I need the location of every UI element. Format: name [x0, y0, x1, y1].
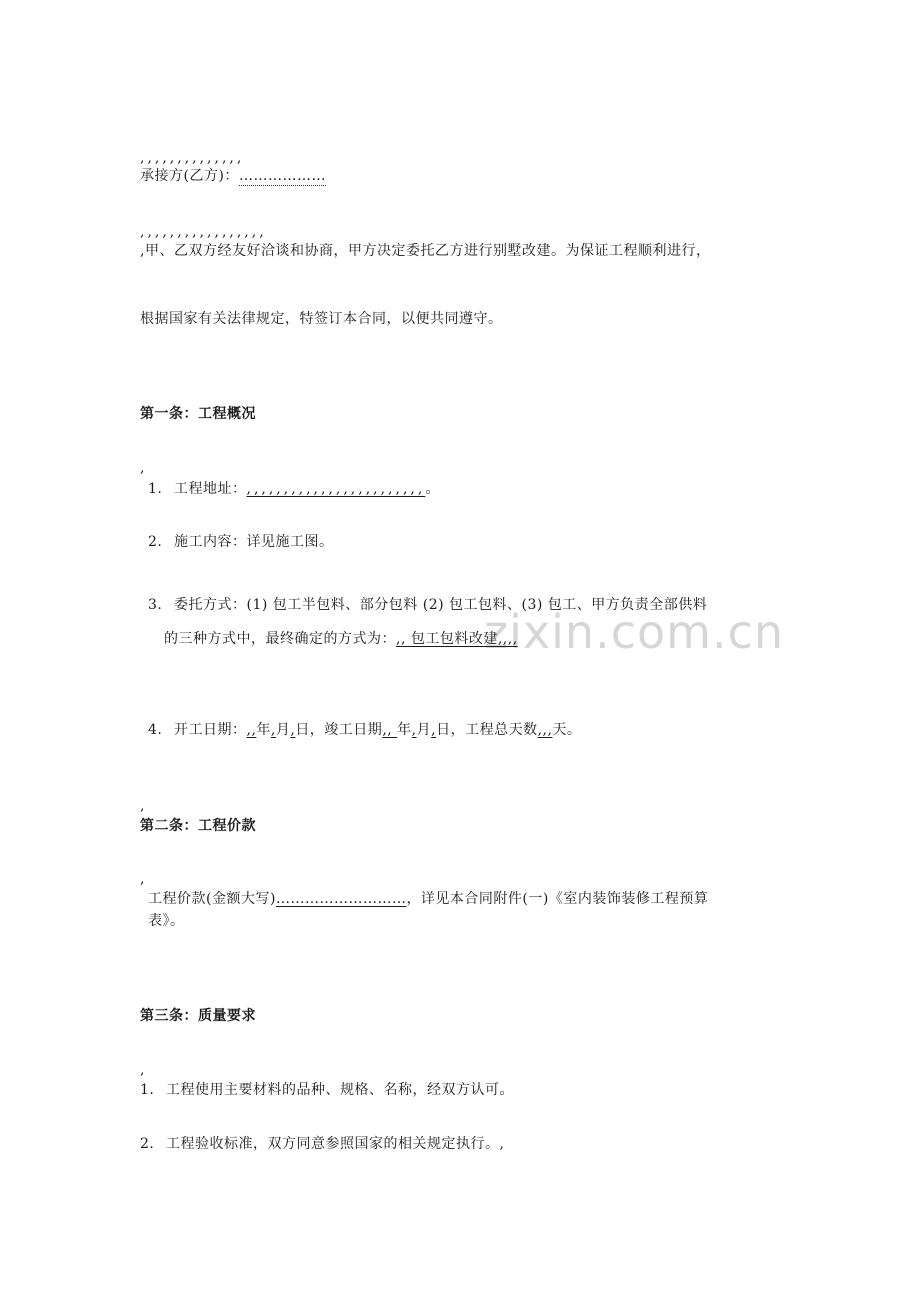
item-number: 1.: [148, 481, 163, 497]
end-year-blank[interactable]: ,,: [382, 722, 398, 738]
article-1-title: 第一条：工程概况: [140, 406, 256, 422]
article-2-price-line-1: [148, 889, 708, 909]
end-month-blank[interactable]: ,: [411, 722, 417, 738]
article-2-price-line-2: 表》。: [148, 913, 185, 929]
start-year-label: 年: [256, 722, 271, 738]
item-number: 1.: [140, 1082, 155, 1098]
price-blank[interactable]: ………………………: [275, 891, 407, 907]
article-2-title: 第二条：工程价款: [140, 818, 256, 834]
article-1-item-4: [148, 720, 581, 740]
total-days-label: 天。: [552, 722, 582, 738]
item-number: 2.: [140, 1136, 155, 1152]
start-month-label: 月: [275, 722, 291, 738]
address-label: 工程地址：: [174, 481, 247, 497]
start-day-blank[interactable]: ,: [290, 722, 296, 738]
acceptance-text: 工程验收标准，双方同意参照国家的相关规定执行。,: [166, 1136, 505, 1152]
delegation-mode-blank[interactable]: ,, 包工包料改建,,,,: [396, 631, 518, 647]
end-day-label: 日，工程总天数: [436, 722, 538, 738]
article-1-item-3-line-2: [164, 629, 518, 649]
comma-mark: ,: [140, 798, 145, 814]
commas-row: ,,,,,,,,,,,,,,,,,: [140, 224, 267, 240]
total-days-blank[interactable]: ,,,: [537, 722, 553, 738]
comma-mark: ,: [140, 1062, 145, 1078]
delegation-mode-prefix: 的三种方式中，最终确定的方式为：: [164, 631, 396, 647]
article-3-item-1: [140, 1080, 514, 1100]
article-3-title: 第三条：质量要求: [140, 1008, 256, 1024]
end-day-blank[interactable]: ,: [431, 722, 437, 738]
article-1-item-3: [148, 595, 707, 615]
start-month-blank[interactable]: ,: [270, 722, 276, 738]
start-date-label: 开工日期：: [174, 722, 247, 738]
party-b-line: [140, 166, 326, 186]
end-month-label: 月: [416, 722, 432, 738]
party-b-blank[interactable]: ………………: [238, 168, 326, 184]
party-b-label: 承接方(乙方)：: [140, 168, 239, 184]
materials-text: 工程使用主要材料的品种、规格、名称，经双方认可。: [166, 1082, 514, 1098]
watermark: zixin.com.cn: [484, 605, 785, 659]
article-3-item-2: [140, 1134, 504, 1154]
commas-row: ,,,,,,,,,,,,,,: [140, 150, 245, 166]
address-end: 。: [425, 481, 440, 497]
article-1-item-1: [148, 479, 440, 499]
item-number: 3.: [148, 597, 163, 613]
item-number: 2.: [148, 534, 163, 550]
price-label: 工程价款(金额大写): [148, 891, 276, 907]
start-day-label: 日，竣工日期: [295, 722, 383, 738]
construction-content: 施工内容：详见施工图。: [174, 534, 334, 550]
intro-line-2: 根据国家有关法律规定，特签订本合同，以便共同遵守。: [140, 311, 503, 327]
item-number: 4.: [148, 722, 163, 738]
delegation-mode-line-1: 委托方式：(1) 包工半包料、部分包料 (2) 包工包料、(3) 包工、甲方负责全部供料: [174, 597, 708, 613]
comma-mark: ,: [140, 871, 145, 887]
address-blank[interactable]: ,,,,,,,,,,,,,,,,,,,,,,,,: [246, 481, 426, 497]
price-suffix: ，详见本合同附件(一)《室内装饰装修工程预算: [406, 891, 709, 907]
end-year-label: 年: [397, 722, 412, 738]
start-year-blank[interactable]: ,,: [246, 722, 257, 738]
intro-line-1: ,甲、乙双方经友好洽谈和协商，甲方决定委托乙方进行别墅改建。为保证工程顺利进行，: [140, 243, 711, 259]
article-1-item-2: [148, 532, 334, 552]
comma-mark: ,: [140, 460, 145, 476]
